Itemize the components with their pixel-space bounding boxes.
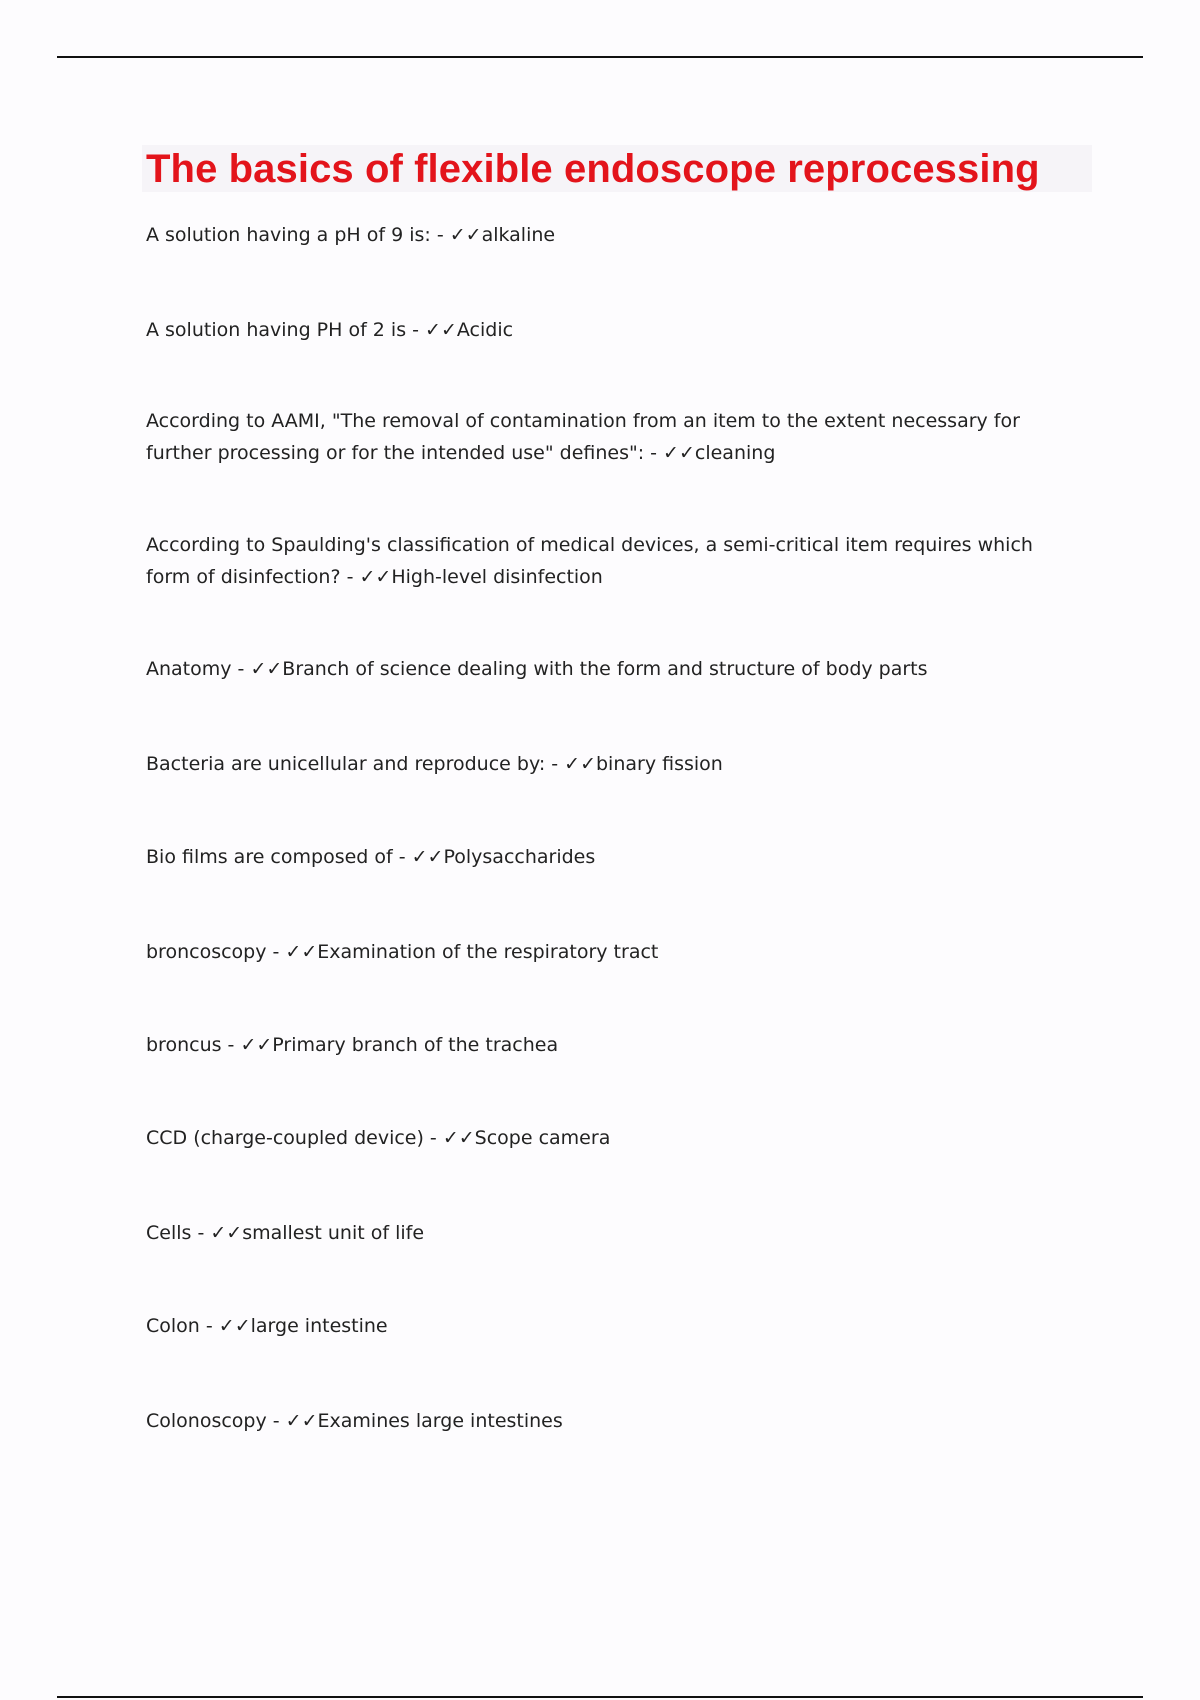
qa-entry: Colonoscopy - ✓✓Examines large intestines [146,1410,563,1432]
qa-entry: broncus - ✓✓Primary branch of the trachea [146,1034,559,1056]
qa-entry: CCD (charge-coupled device) - ✓✓Scope camera [146,1127,611,1149]
qa-entry: Bio films are composed of - ✓✓Polysaccharides [146,846,596,868]
qa-entry: Cells - ✓✓smallest unit of life [146,1222,425,1244]
qa-entry: A solution having PH of 2 is - ✓✓Acidic [146,319,514,341]
top-rule [57,56,1143,58]
qa-entry: broncoscopy - ✓✓Examination of the respiratory tract [146,941,659,963]
qa-entry: A solution having a pH of 9 is: - ✓✓alkaline [146,224,556,246]
document-title: The basics of flexible endoscope reprocessing [146,147,1040,191]
bottom-rule [57,1696,1143,1698]
qa-entry: According to AAMI, "The removal of contamination from an item to the extent necessary for further processing or for the intended use" defines": - ✓✓cleaning [146,410,1020,464]
qa-entry: Bacteria are unicellular and reproduce by: - ✓✓binary fission [146,753,723,775]
qa-entry: Anatomy - ✓✓Branch of science dealing with the form and structure of body parts [146,658,928,680]
qa-entry: Colon - ✓✓large intestine [146,1315,388,1337]
qa-entry: According to Spaulding's classification of medical devices, a semi-critical item requires which form of disinfection? - ✓✓High-level disinfection [146,534,1033,588]
